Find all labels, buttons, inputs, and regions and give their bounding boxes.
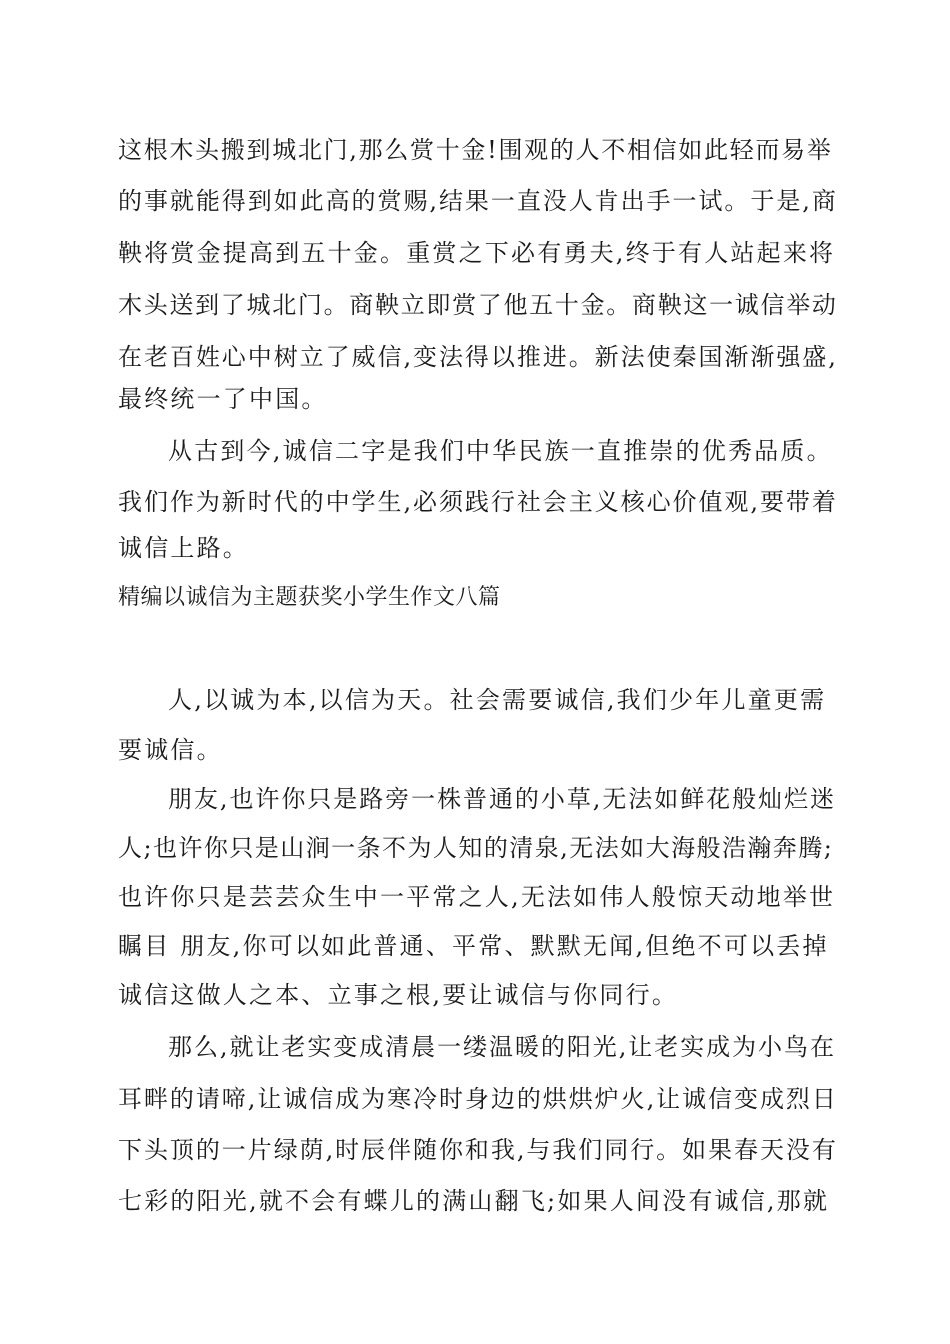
text-line-7: 从古到今,诚信二字是我们中华民族一直推崇的优秀品质。 <box>168 437 833 465</box>
text-line-16: 瞩目 朋友,你可以如此普通、平常、默默无闻,但绝不可以丢掉 <box>118 932 829 960</box>
text-line-3: 鞅将赏金提高到五十金。重赏之下必有勇夫,终于有人站起来将 <box>118 239 836 267</box>
text-line-13: 朋友,也许你只是路旁一株普通的小草,无法如鲜花般灿烂迷 <box>168 785 836 813</box>
text-line-14: 人;也许你只是山涧一条不为人知的清泉,无法如大海般浩瀚奔腾; <box>118 834 834 862</box>
text-line-8: 我们作为新时代的中学生,必须践行社会主义核心价值观,要带着 <box>118 488 838 516</box>
text-line-2: 的事就能得到如此高的赏赐,结果一直没人肯出手一试。于是,商 <box>118 187 838 215</box>
text-line-21: 七彩的阳光,就不会有蝶儿的满山翻飞;如果人间没有诚信,那就 <box>118 1187 830 1215</box>
text-line-5: 在老百姓心中树立了威信,变法得以推进。新法使秦国渐渐强盛, <box>118 343 838 371</box>
text-line-6: 最终统一了中国。 <box>118 385 328 413</box>
document-heading: 精编以诚信为主题获奖小学生作文八篇 <box>118 585 501 610</box>
text-line-20: 下头顶的一片绿荫,时辰伴随你和我,与我们同行。如果春天没有 <box>118 1136 838 1164</box>
text-line-12: 要诚信。 <box>118 736 223 764</box>
text-line-1: 这根木头搬到城北门,那么赏十金!围观的人不相信如此轻而易举 <box>118 136 833 164</box>
text-line-9: 诚信上路。 <box>118 534 249 562</box>
text-line-18: 那么,就让老实变成清晨一缕温暖的阳光,让老实成为小鸟在 <box>168 1033 836 1061</box>
text-line-15: 也许你只是芸芸众生中一平常之人,无法如伟人般惊天动地举世 <box>118 883 836 911</box>
text-line-19: 耳畔的请啼,让诚信成为寒冷时身边的烘烘炉火,让诚信变成烈日 <box>118 1085 838 1113</box>
text-line-4: 木头送到了城北门。商鞅立即赏了他五十金。商鞅这一诚信举动 <box>118 291 838 319</box>
text-line-11: 人,以诚为本,以信为天。社会需要诚信,我们少年儿童更需 <box>168 686 827 714</box>
text-line-17: 诚信这做人之本、立事之根,要让诚信与你同行。 <box>118 981 679 1009</box>
